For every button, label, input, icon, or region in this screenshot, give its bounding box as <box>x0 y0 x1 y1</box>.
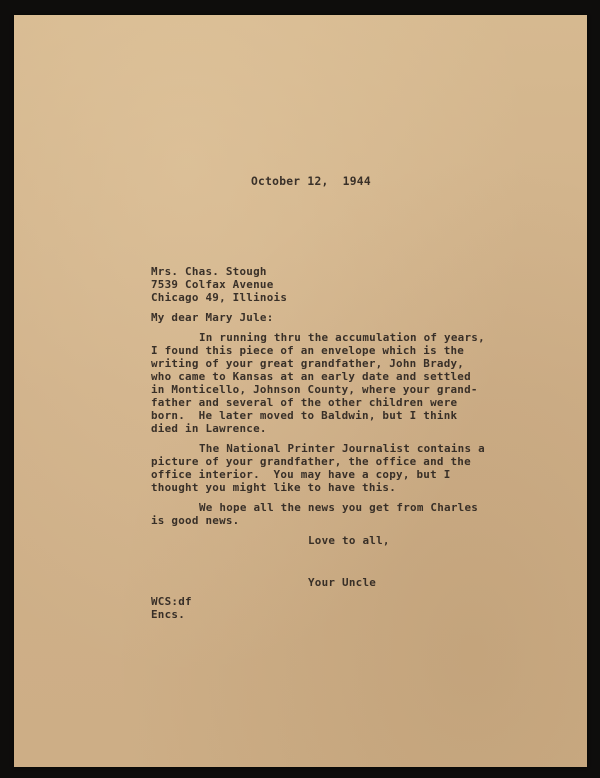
paragraph2-line: thought you might like to have this. <box>151 481 397 494</box>
reference-initials: WCS:df <box>151 595 192 608</box>
letter-date: October 12, 1944 <box>251 175 371 188</box>
paragraph1-line: father and several of the other children were <box>151 396 458 409</box>
address-line-street: 7539 Colfax Avenue <box>151 278 274 291</box>
paragraph3-line: is good news. <box>151 514 240 527</box>
paragraph1-line: in Monticello, Johnson County, where your grand- <box>151 383 478 396</box>
paragraph2-line: office interior. You may have a copy, but I <box>151 468 451 481</box>
closing: Love to all, <box>308 534 390 547</box>
paragraph1-line: In running thru the accumulation of years, <box>199 331 485 344</box>
letter-page <box>14 15 587 767</box>
paragraph1-line: I found this piece of an envelope which is the <box>151 344 465 357</box>
address-line-city: Chicago 49, Illinois <box>151 291 288 304</box>
paragraph2-line: picture of your grandfather, the office and the <box>151 455 471 468</box>
paragraph3-line: We hope all the news you get from Charles <box>199 501 479 514</box>
address-line-name: Mrs. Chas. Stough <box>151 265 267 278</box>
paragraph1-line: writing of your great grandfather, John Brady, <box>151 357 465 370</box>
paragraph2-line: The National Printer Journalist contains a <box>199 442 485 455</box>
paragraph1-line: born. He later moved to Baldwin, but I think <box>151 409 458 422</box>
paragraph1-line: who came to Kansas at an early date and settled <box>151 370 471 383</box>
signature: Your Uncle <box>308 576 377 589</box>
enclosures: Encs. <box>151 608 186 621</box>
paragraph1-line: died in Lawrence. <box>151 422 267 435</box>
salutation: My dear Mary Jule: <box>151 311 274 324</box>
